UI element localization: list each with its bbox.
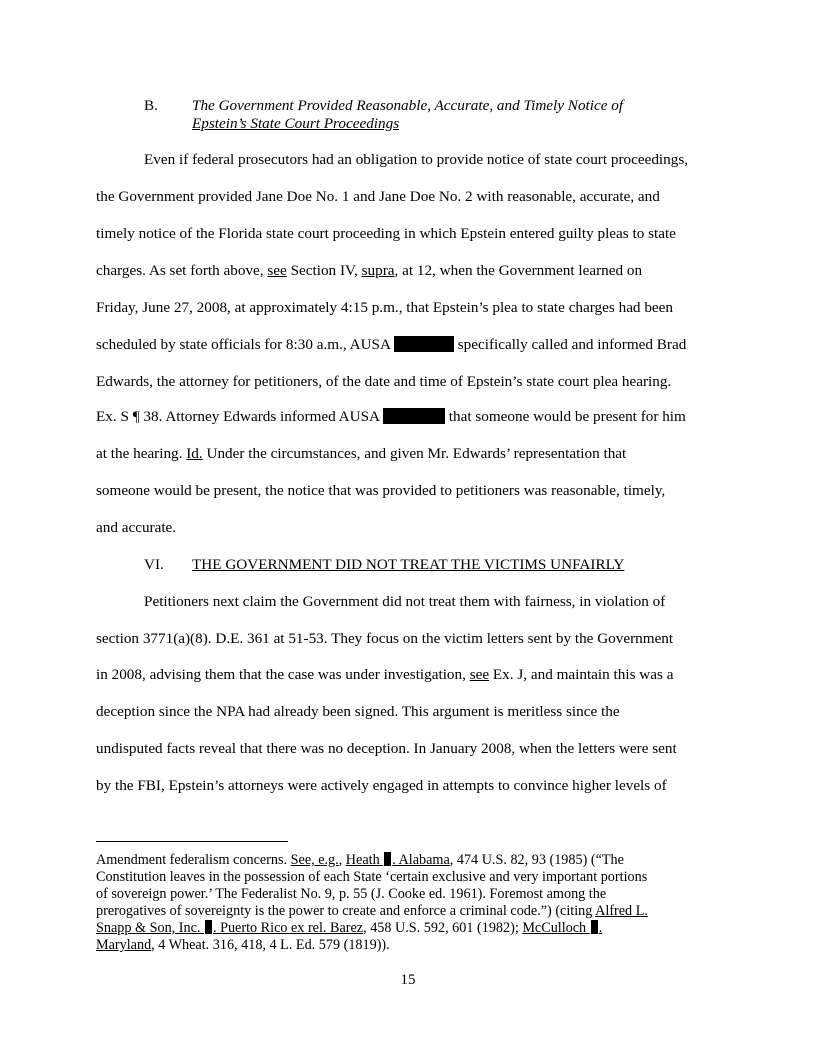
heading-b-title-line2: Epstein’s State Court Proceedings — [192, 115, 400, 132]
para2-line: by the FBI, Epstein’s attorneys were actively engaged in attempts to convince higher levels of — [96, 777, 667, 794]
text: in 2008, advising them that the case was under investigation, — [96, 666, 470, 683]
case-name — [346, 852, 450, 868]
para1-line: and accurate. — [96, 519, 177, 536]
para1-line: timely notice of the Florida state court proceeding in which Epstein entered guilty pleas to state — [96, 225, 676, 242]
para2-line: undisputed facts reveal that there was no deception. In January 2008, when the letters were sent — [96, 740, 677, 757]
footnote-line: Constitution leaves in the possession of each State ‘certain exclusive and very important portions — [96, 869, 648, 885]
text: . — [598, 920, 603, 936]
heading-vi-label: VI. — [144, 556, 164, 573]
footnote-separator — [96, 841, 288, 842]
para1-line: someone would be present, the notice that was provided to petitioners was reasonable, timely, — [96, 482, 666, 499]
redaction-block — [591, 920, 598, 934]
case-name — [522, 920, 602, 936]
text: , at 12, when the Government learned on — [394, 262, 643, 279]
case-name: Alfred L. — [595, 903, 648, 919]
text: , — [338, 852, 346, 868]
para1-line — [96, 408, 686, 426]
para2-line — [96, 666, 673, 684]
heading-b-title-line1: The Government Provided Reasonable, Accurate, and Timely Notice of — [192, 97, 624, 114]
case-name: Maryland — [96, 937, 152, 953]
footnote-line: of sovereign power.’ The Federalist No. 9, p. 55 (J. Cooke ed. 1961). Foremost among the — [96, 886, 607, 902]
footnote-line — [96, 937, 390, 953]
text: Amendment federalism concerns. — [96, 852, 291, 868]
text: specifically called and informed Brad — [453, 336, 687, 353]
footnote-line — [96, 903, 648, 919]
para1-line: Edwards, the attorney for petitioners, of the date and time of Epstein’s state court plea hearing. — [96, 373, 672, 390]
text: . Alabama — [392, 852, 450, 868]
citation-see: see — [469, 666, 490, 683]
citation-id: Id. — [186, 445, 203, 462]
page-number: 15 — [400, 972, 416, 988]
para1-line — [96, 445, 626, 463]
redaction-block — [383, 408, 445, 424]
text: . Puerto Rico ex rel. Barez — [212, 920, 364, 936]
case-name — [96, 920, 363, 936]
para2-line: section 3771(a)(8). D.E. 361 at 51-53. They focus on the victim letters sent by the Government — [96, 630, 674, 647]
text: Section IV, — [286, 262, 362, 279]
footnote-line — [96, 920, 602, 936]
text: scheduled by state officials for 8:30 a.m., AUSA — [96, 336, 394, 353]
citation-see-eg: See, e.g. — [290, 852, 339, 868]
citation-supra: supra — [361, 262, 395, 279]
text: Ex. J, and maintain this was a — [489, 666, 674, 683]
para1-line: Friday, June 27, 2008, at approximately 4:15 p.m., that Epstein’s plea to state charges had been — [96, 299, 673, 316]
text: charges. As set forth above, — [96, 262, 268, 279]
text: prerogatives of sovereignty is the power to create and enforce a criminal code.”) (citing — [96, 903, 596, 919]
text: Snapp & Son, Inc. — [96, 920, 204, 936]
para1-line: the Government provided Jane Doe No. 1 and Jane Doe No. 2 with reasonable, accurate, and — [96, 188, 660, 205]
text: McCulloch — [522, 920, 590, 936]
footnote-line — [96, 852, 624, 868]
redaction-block — [394, 336, 454, 352]
heading-b-label: B. — [144, 97, 158, 114]
text: , 4 Wheat. 316, 418, 4 L. Ed. 579 (1819)). — [151, 937, 390, 953]
heading-vi-title: THE GOVERNMENT DID NOT TREAT THE VICTIMS UNFAIRLY — [192, 556, 625, 573]
text: , 458 U.S. 592, 601 (1982); — [363, 920, 523, 936]
para1-line: Even if federal prosecutors had an obligation to provide notice of state court proceedings, — [144, 151, 689, 168]
text: Heath — [345, 852, 384, 868]
para2-line: Petitioners next claim the Government did not treat them with fairness, in violation of — [144, 593, 666, 610]
para2-line: deception since the NPA had already been signed. This argument is meritless since the — [96, 703, 620, 720]
redaction-block — [205, 920, 212, 934]
text: Ex. S ¶ 38. Attorney Edwards informed AUSA — [96, 408, 383, 425]
redaction-block — [384, 852, 391, 866]
text: , 474 U.S. 82, 93 (1985) (“The — [449, 852, 624, 868]
text: at the hearing. — [96, 445, 187, 462]
text: that someone would be present for him — [445, 408, 686, 425]
para1-line — [96, 262, 642, 280]
para1-line — [96, 336, 686, 354]
text: Under the circumstances, and given Mr. Edwards’ representation that — [202, 445, 627, 462]
citation-see: see — [267, 262, 287, 279]
